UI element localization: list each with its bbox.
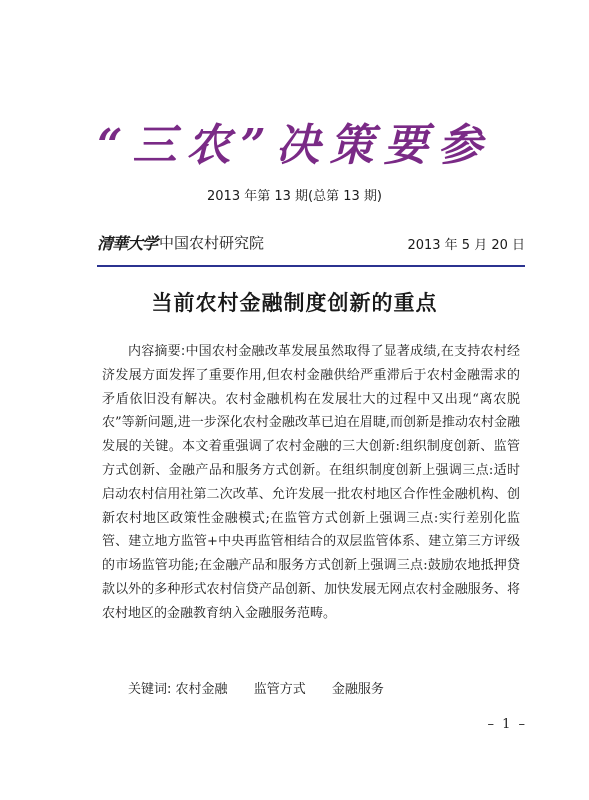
tsinghua-logo: 清華大学 — [97, 234, 158, 253]
publisher-line — [97, 229, 525, 253]
article-title: 当前农村金融制度创新的重点 — [151, 291, 438, 315]
abstract-label: 内容摘要: — [128, 344, 186, 359]
abstract-text: 中国农村金融改革发展虽然取得了显著成绩,在支持农村经济发展方面发挥了重要作用,但农村金融供给严重滞后于农村金融需求的矛盾依旧没有解决。农村金融机构在发展壮大的过程中又出现“离农脱农”等新问题,进一步深化农村金融改革已迫在眉睫,而创新是推动农村金融发展的关键。本文着重强调了农村金融的三大创新:组织制度创新、监管方式创新、金融产品和服务方式创新。在组织制度创新上强调三点:适时启动农村信用社第二次改革、允许发展一批农村地区合作性金融机构、创新农村地区政策性金融模式;在监管方式创新上强调三点:实行差别化监管、建立地方监管+中央再监管相结合的双层监管体系、建立第三方评级的市场监管功能;在金融产品和服务方式创新上强调三点:鼓励农地抵押贷款以外的多种形式农村信贷产品创新、加快发展无网点农村金融服务、将农村地区的金融教育纳入金融服务范畴。 — [102, 344, 520, 621]
keyword: 农村金融 — [175, 682, 228, 697]
page-number: – 1 – — [487, 717, 527, 732]
issue-number: 2013 年第 13 期(总第 13 期) — [207, 189, 382, 204]
keyword: 监管方式 — [253, 682, 306, 697]
institute-name: 中国农村研究院 — [159, 234, 265, 252]
keyword: 金融服务 — [331, 682, 384, 697]
publication-masthead: “三农”决策要参 — [97, 120, 492, 171]
keywords-label: 关键词: — [128, 682, 172, 697]
abstract-paragraph — [102, 340, 520, 626]
header-divider — [97, 265, 525, 267]
publication-date: 2013 年 5 月 20 日 — [407, 238, 525, 253]
keywords-line — [128, 678, 406, 702]
